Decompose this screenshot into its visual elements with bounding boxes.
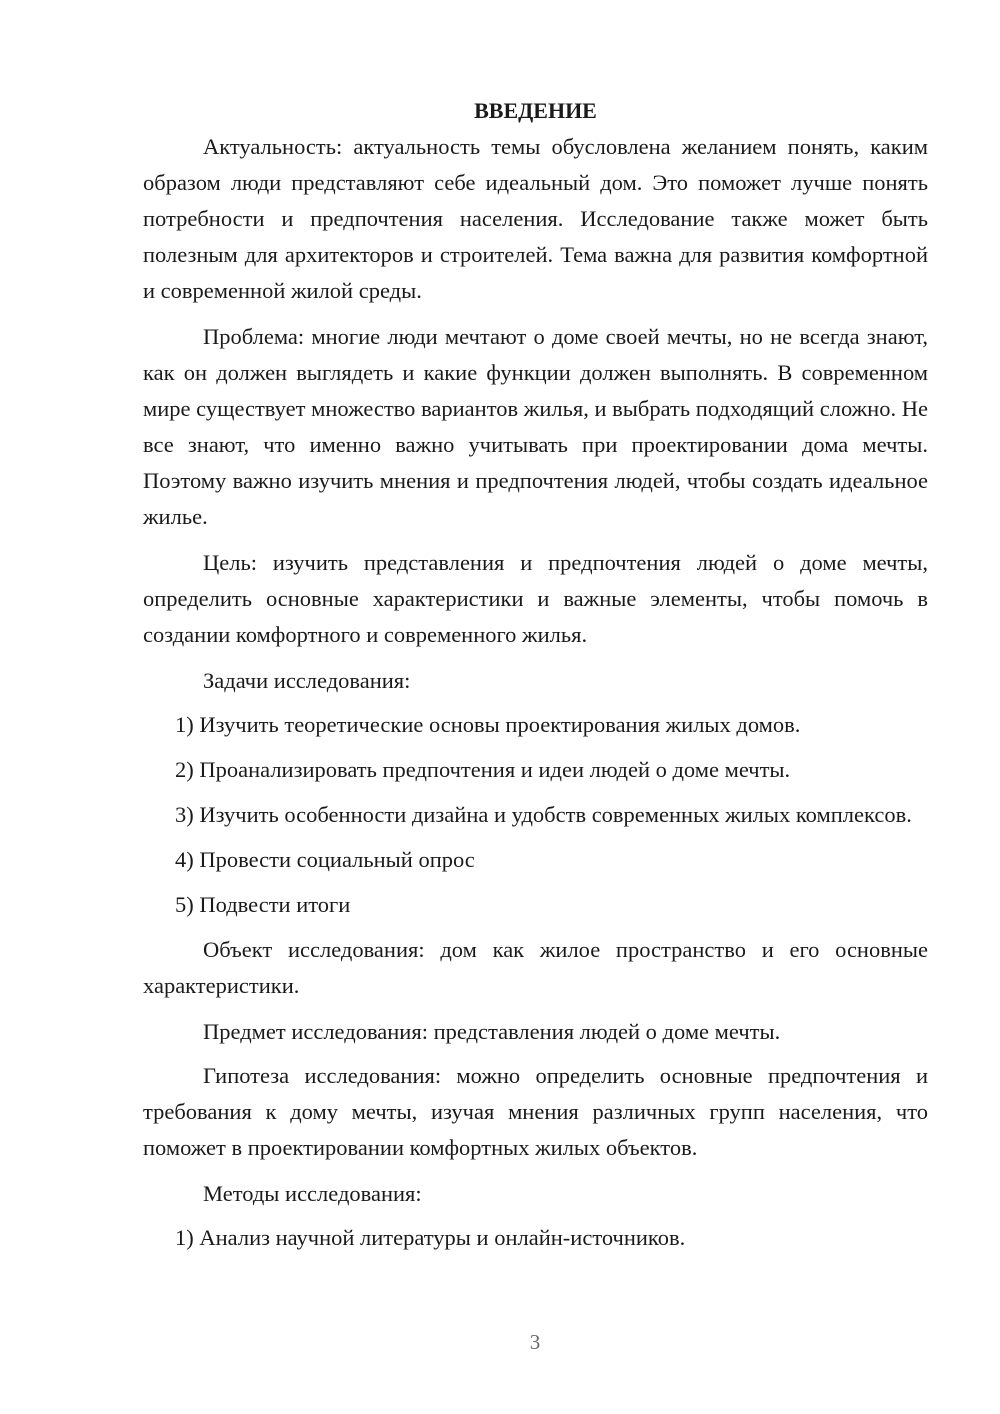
document-page [143,94,928,1265]
section-heading: ВВЕДЕНИЕ [474,98,597,123]
problem-paragraph: Проблема: многие люди мечтают о доме своей мечты, но не всегда знают, как он должен выглядеть и какие функции должен выполнять. В современном мире существует множество вариантов жилья, и выбрать подходящий сложно. Не все знают, что именно важно учитывать при проектировании дома мечты. Поэтому важно изучить мнения и предпочтения людей, чтобы создать идеальное жилье. [143,324,928,529]
task-item-1: 1) Изучить теоретические основы проектирования жилых домов. [175,712,801,737]
page-number: 3 [529,1330,541,1354]
task-item-3: 3) Изучить особенности дизайна и удобств современных жилых комплексов. [175,802,912,827]
relevance-paragraph: Актуальность: актуальность темы обусловлена желанием понять, каким образом люди представляют себе идеальный дом. Это поможет лучше понять потребности и предпочтения населения. Исследование также может быть полезным для архитекторов и строителей. Тема важна для развития комфортной и современной жилой среды. [143,134,928,303]
hypothesis-paragraph: Гипотеза исследования: можно определить основные предпочтения и требования к дому мечты, изучая мнения различных групп населения, что поможет в проектировании комфортных жилых объектов. [143,1063,928,1160]
object-paragraph: Объект исследования: дом как жилое пространство и его основные характеристики. [143,937,928,998]
method-item-1: 1) Анализ научной литературы и онлайн-источников. [175,1225,686,1250]
task-item-2: 2) Проанализировать предпочтения и идеи людей о доме мечты. [175,757,791,782]
methods-heading: Методы исследования: [203,1181,422,1206]
subject-paragraph: Предмет исследования: представления людей о доме мечты. [203,1019,781,1044]
task-item-4: 4) Провести социальный опрос [175,847,475,872]
tasks-heading: Задачи исследования: [203,668,411,693]
goal-paragraph: Цель: изучить представления и предпочтения людей о доме мечты, определить основные характеристики и важные элементы, чтобы помочь в создании комфортного и современного жилья. [143,550,928,647]
task-item-5: 5) Подвести итоги [175,892,351,917]
